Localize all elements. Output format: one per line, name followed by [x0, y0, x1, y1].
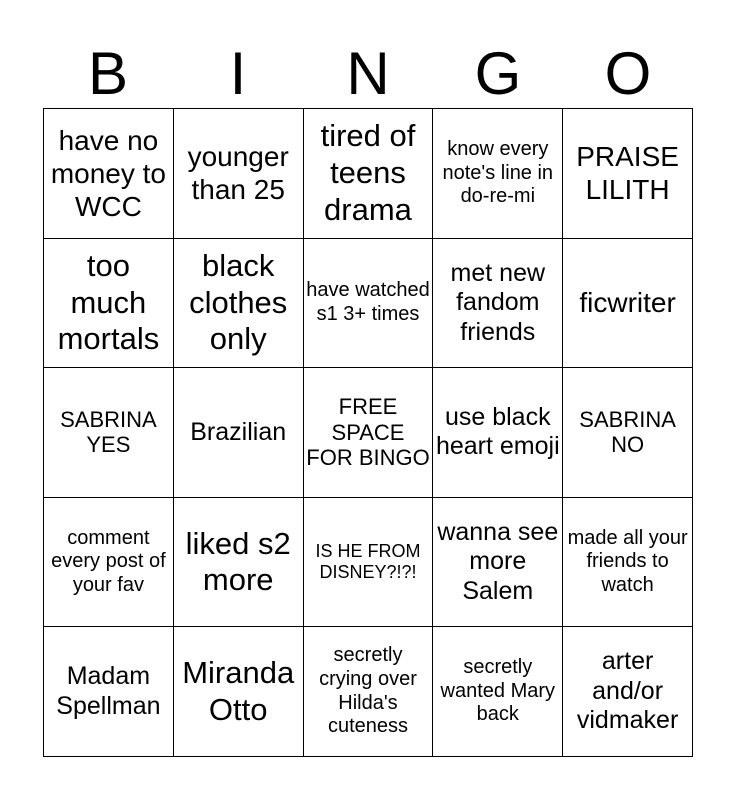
bingo-cell[interactable]: Madam Spellman — [44, 627, 174, 757]
bingo-cell[interactable]: have watched s1 3+ times — [303, 238, 433, 368]
board-row — [44, 368, 693, 498]
bingo-cell[interactable]: Miranda Otto — [173, 627, 303, 757]
bingo-cell[interactable]: Brazilian — [173, 368, 303, 498]
bingo-cell[interactable]: met new fandom friends — [433, 238, 563, 368]
bingo-cell[interactable]: tired of teens drama — [303, 109, 433, 239]
bingo-cell[interactable]: black clothes only — [173, 238, 303, 368]
board-row — [44, 497, 693, 627]
free-space-cell[interactable]: FREE SPACE FOR BINGO — [303, 368, 433, 498]
bingo-cell[interactable]: ficwriter — [563, 238, 693, 368]
bingo-header — [43, 40, 693, 108]
bingo-cell[interactable]: wanna see more Salem — [433, 497, 563, 627]
bingo-cell[interactable]: IS HE FROM DISNEY?!?! — [303, 497, 433, 627]
header-letter-n: N — [346, 40, 390, 107]
bingo-cell[interactable]: liked s2 more — [173, 497, 303, 627]
bingo-board — [43, 108, 693, 757]
bingo-cell[interactable]: have no money to WCC — [44, 109, 174, 239]
header-letter-g: G — [474, 40, 522, 107]
bingo-cell[interactable]: SABRINA YES — [44, 368, 174, 498]
board-row — [44, 238, 693, 368]
header-letter-o: O — [604, 40, 652, 107]
bingo-cell[interactable]: arter and/or vidmaker — [563, 627, 693, 757]
board-row — [44, 109, 693, 239]
bingo-cell[interactable]: know every note's line in do-re-mi — [433, 109, 563, 239]
bingo-cell[interactable]: use black heart emoji — [433, 368, 563, 498]
header-letter-b: B — [87, 40, 129, 107]
board-row — [44, 627, 693, 757]
bingo-cell[interactable]: made all your friends to watch — [563, 497, 693, 627]
bingo-cell[interactable]: PRAISE LILITH — [563, 109, 693, 239]
bingo-cell[interactable]: secretly crying over Hilda's cuteness — [303, 627, 433, 757]
header-letter-i: I — [229, 40, 247, 107]
bingo-cell[interactable]: SABRINA NO — [563, 368, 693, 498]
bingo-cell[interactable]: secretly wanted Mary back — [433, 627, 563, 757]
bingo-cell[interactable]: comment every post of your fav — [44, 497, 174, 627]
bingo-cell[interactable]: younger than 25 — [173, 109, 303, 239]
bingo-cell[interactable]: too much mortals — [44, 238, 174, 368]
